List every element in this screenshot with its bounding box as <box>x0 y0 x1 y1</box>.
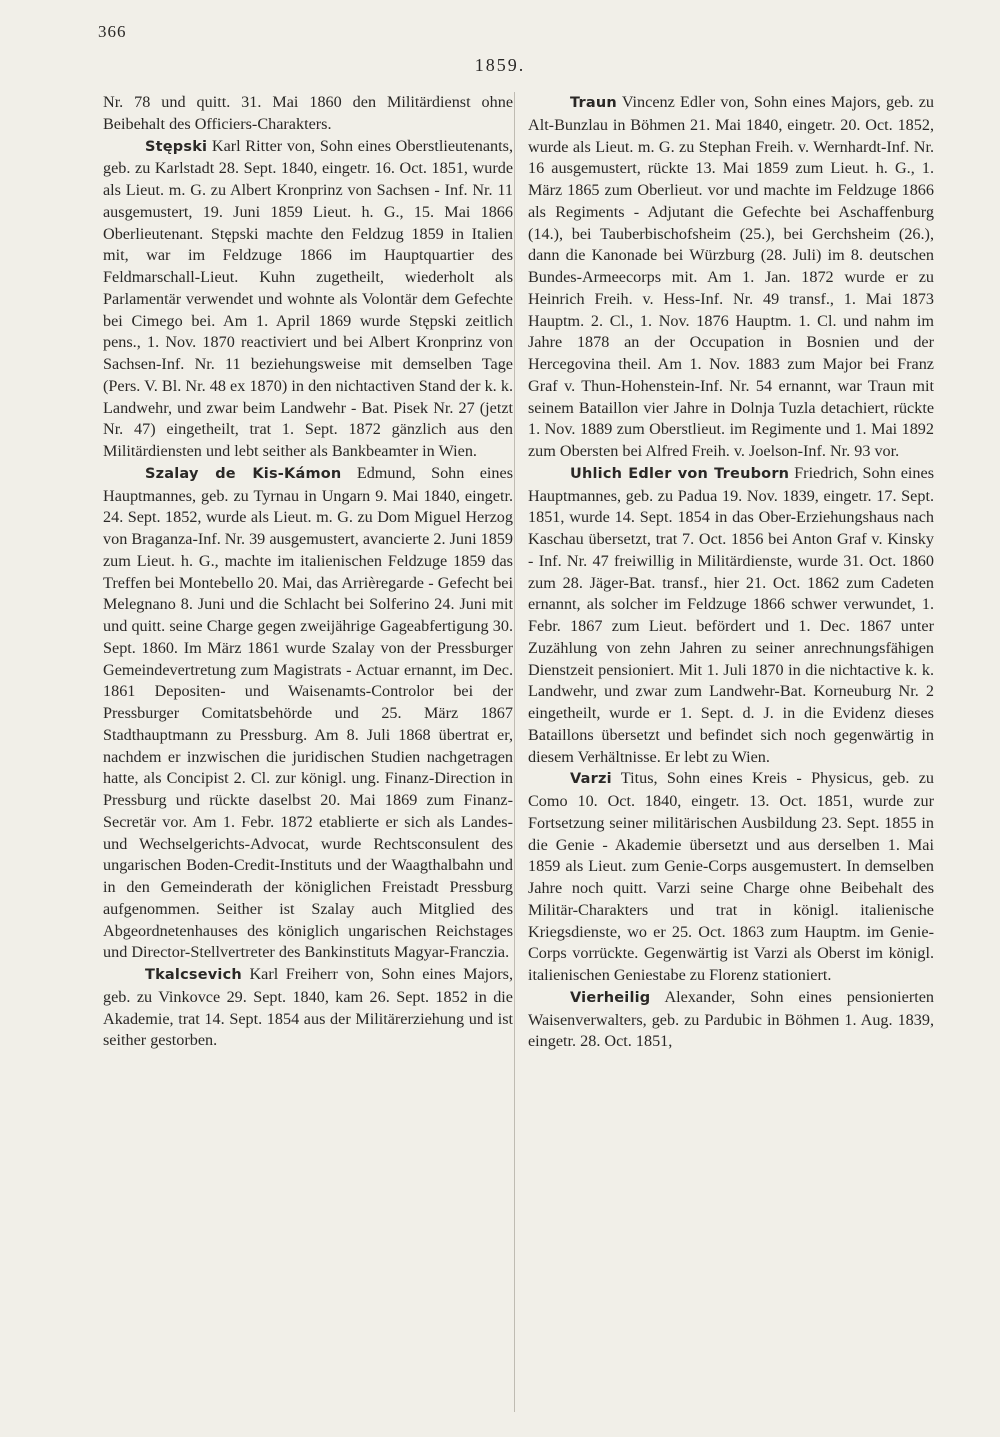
running-header-year: 1859. <box>474 55 526 75</box>
entry-text: Nr. 78 und quitt. 31. Mai 1860 den Militärdienst ohne Beibehalt des Officiers-Charakters. <box>103 93 513 133</box>
entry-vierheilig <box>528 987 934 1053</box>
left-column <box>103 92 513 1052</box>
entry-text: Vincenz Edler von, Sohn eines Majors, geb. zu Alt-Bunzlau in Böhmen 21. Mai 1840, eingetr. 20. Oct. 1852, wurde als Lieut. m. G. zu Stephan Freih. v. Wernhardt-Inf. Nr. 16 ausgemustert, rückte 13. Mai 1859 zum Lieut. h. G., 1. März 1865 zum Oberlieut. vor und machte im Feldzuge 1866 als Regiments - Adjutant die Gefechte bei Aschaffenburg (14.), bei Tauberbischofsheim (25.), bei Gerchsheim (26.), dann die Kanonade bei Würzburg (28. Juli) im 8. deutschen Bundes-Armeecorps mit. Am 1. Jan. 1872 wurde er zu Heinrich Freih. v. Hess-Inf. Nr. 49 transf., 1. Mai 1873 Hauptm. 2. Cl., 1. Nov. 1876 Hauptm. 1. Cl. und nahm im Jahre 1878 an der Occupation in Bosnien und der Hercegovina theil. Am 1. Nov. 1883 zum Major bei Franz Graf v. Thun-Hohenstein-Inf. Nr. 54 ernannt, war Traun mit seinem Bataillon vier Jahre in Dolnja Tuzla detachiert, rückte 1. Nov. 1889 zum Oberstlieut. im Regimente und 1. Mai 1892 zum Obersten bei Alfred Freih. v. Joelson-Inf. Nr. 93 vor. <box>528 93 934 460</box>
entry-traun <box>528 92 934 463</box>
entry-text: Karl Freiherr von, Sohn eines Majors, geb. zu Vinkovce 29. Sept. 1840, kam 26. Sept. 1852 in die Akademie, trat 14. Sept. 1854 aus der Militärerziehung und ist seither gestorben. <box>103 965 513 1050</box>
entry-name: Traun <box>570 95 617 111</box>
entry-stepski <box>103 136 513 463</box>
entry-szalay <box>103 463 513 964</box>
entry-varzi <box>528 768 934 987</box>
entry-continuation <box>103 92 513 136</box>
column-divider <box>514 92 515 1412</box>
entry-text: Friedrich, Sohn eines Hauptmannes, geb. zu Padua 19. Nov. 1839, eingetr. 17. Sept. 1851, wurde 14. Sept. 1854 in das Ober-Erziehungshaus nach Kaschau übersetzt, trat 7. Oct. 1856 bei Anton Graf v. Kinsky - Inf. Nr. 47 freiwillig in Militärdienste, wurde 31. Oct. 1860 zum 28. Jäger-Bat. transf., hier 21. Oct. 1862 zum Cadeten ernannt, als solcher im Feldzuge 1866 schwer verwundet, 1. Febr. 1867 zum Lieut. befördert und 1. Dec. 1867 unter Zuzählung von zehn Jahren zu seiner anrechnungsfähigen Dienstzeit pensioniert. Mit 1. Juli 1870 in die nichtactive k. k. Landwehr, und zwar zum Landwehr-Bat. Korneuburg Nr. 2 eingetheilt, wurde er 1. Sept. d. J. in die Evidenz dieses Bataillons übersetzt und befindet sich noch gegenwärtig in diesem Verhältnisse. Er lebt zu Wien. <box>528 463 934 766</box>
entry-name: Stępski <box>145 138 208 155</box>
entry-text: Edmund, Sohn eines Hauptmannes, geb. zu Tyrnau in Ungarn 9. Mai 1840, eingetr. 24. Sept. 1852, wurde als Lieut. m. G. zu Dom Miguel Herzog von Braganza-Inf. Nr. 39 ausgemustert, avancierte 2. Juni 1859 zum Lieut. h. G., machte im italienischen Feldzuge 1859 das Treffen bei Montebello 20. Mai, das Arrièregarde - Gefecht bei Melegnano 8. Juni und die Schlacht bei Solferino 24. Juni mit und quitt. seine Charge gegen zweijährige Gageabfertigung 30. Sept. 1860. Im März 1861 wurde Szalay von der Pressburger Gemeindevertretung zum Magistrats - Actuar ernannt, im Dec. 1861 Depositen- und Waisenamts-Controlor bei der Pressburger Comitatsbehörde und 25. März 1867 Stadthauptmann zu Pressburg. Am 8. Juli 1868 übertrat er, nachdem er inzwischen die juridischen Studien nachgetragen hatte, als Concipist 2. Cl. zur königl. ung. Finanz-Direction in Pressburg und rückte daselbst 20. Mai 1869 zum Finanz-Secretär vor. Am 1. Febr. 1872 etablierte er sich als Landes- und Wechselgerichts-Advocat, wurde Rechtsconsulent des ungarischen Boden-Credit-Instituts und der Waagthalbahn und in den Gemeinderath der königlichen Freistadt Pressburg aufgenommen. Seither ist Szalay auch Mitglied des Abgeordnetenhauses des königlich ungarischen Reichstages und Director-Stellvertreter des Bankinstituts Magyar-Franczia. <box>103 463 513 962</box>
entry-text: Alexander, Sohn eines pensionierten Waisenverwalters, geb. zu Pardubic in Böhmen 1. Aug. 1839, eingetr. 28. Oct. 1851, <box>528 987 934 1051</box>
entry-text: Karl Ritter von, Sohn eines Oberstlieutenants, geb. zu Karlstadt 28. Sept. 1840, eingetr. 16. Oct. 1851, wurde als Lieut. m. G. zu Albert Kronprinz von Sachsen - Inf. Nr. 11 ausgemustert, 19. Juni 1859 Lieut. h. G., 15. Mai 1866 Oberlieutenant. Stępski machte den Feldzug 1859 in Italien mit, war im Feldzuge 1866 im Hauptquartier des Feldmarschall-Lieut. Kuhn zugetheilt, wiederholt als Parlamentär verwendet und wohnte als Volontär dem Gefechte bei Cimego bei. Am 1. April 1869 wurde Stępski zeitlich pens., 1. Nov. 1870 reactiviert und bei Albert Kronprinz von Sachsen-Inf. Nr. 11 beziehungsweise mit demselben Tage (Pers. V. Bl. Nr. 48 ex 1870) in den nichtactiven Stand der k. k. Landwehr, und zwar beim Landwehr - Bat. Pisek Nr. 27 (jetzt Nr. 47) eingetheilt, trat 1. Sept. 1872 gänzlich aus den Militärdiensten und lebt seither als Bankbeamter in Wien. <box>103 136 513 460</box>
page-number: 366 <box>98 22 127 41</box>
entry-tkalcsevich <box>103 964 513 1052</box>
entry-name: Tkalcsevich <box>145 967 242 983</box>
entry-name: Uhlich Edler von Treuborn <box>570 465 790 482</box>
entry-name: Vierheilig <box>570 989 651 1006</box>
entry-name: Szalay de Kis-Kámon <box>145 465 342 482</box>
right-column <box>528 92 934 1053</box>
entry-name: Varzi <box>570 771 612 788</box>
entry-uhlich <box>528 463 934 769</box>
entry-text: Titus, Sohn eines Kreis - Physicus, geb. zu Como 10. Oct. 1840, eingetr. 13. Oct. 1851, wurde zur Fortsetzung seiner militärischen Ausbildung 23. Sept. 1855 in die Genie - Akademie übersetzt und aus derselben 1. Mai 1859 als Lieut. zum Genie-Corps ausgemustert. In demselben Jahre noch quitt. Varzi seine Charge ohne Beibehalt des Militär-Charakters und trat in königl. italienische Kriegsdienste, wo er 25. Oct. 1863 zum Hauptm. im Genie-Corps vorrückte. Gegenwärtig ist Varzi als Oberst im königl. italienischen Geniestabe zu Florenz stationiert. <box>528 769 934 984</box>
